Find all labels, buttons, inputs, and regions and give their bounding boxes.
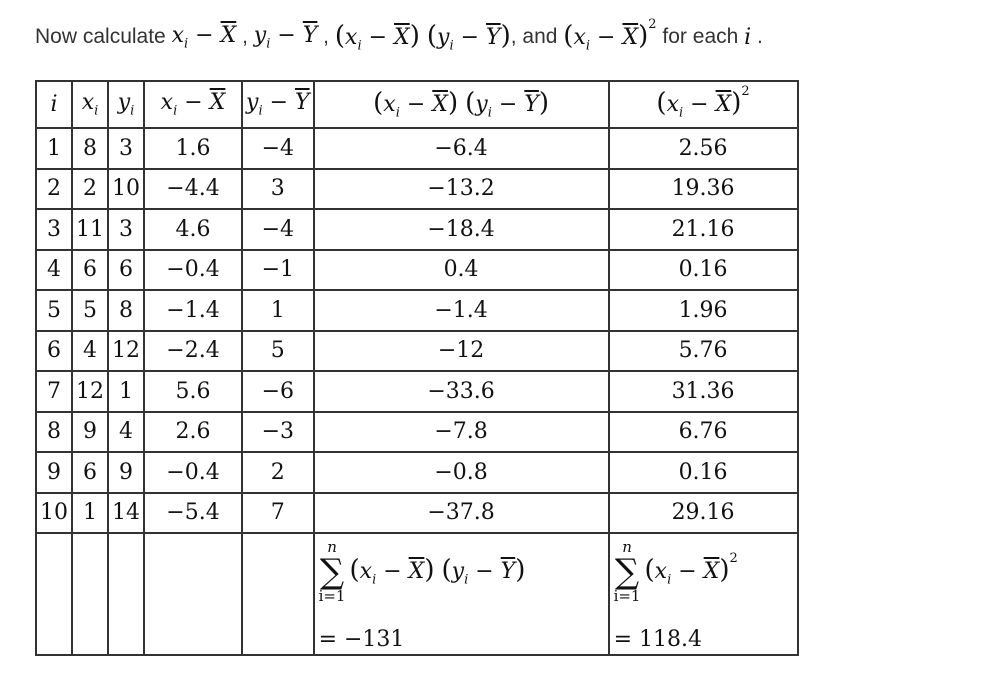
- cell-dx: 1.6: [144, 128, 242, 169]
- cell-y: 4: [108, 412, 144, 453]
- cell-y: 1: [108, 371, 144, 412]
- cell-i: 7: [36, 371, 72, 412]
- cell-i: 9: [36, 452, 72, 493]
- formula-square: $(x_i - \overline{X})^2$: [563, 16, 657, 54]
- header-product: $(x_i - \overline{X}) (y_i - \overline{Y})$: [314, 81, 609, 128]
- table-row: [36, 290, 798, 331]
- cell-dx: −2.4: [144, 331, 242, 372]
- cell-i: 8: [36, 412, 72, 453]
- header-dy: $y_i - \overline{Y}$: [242, 81, 314, 128]
- cell-dx: 5.6: [144, 371, 242, 412]
- table-header-row: [36, 81, 798, 128]
- header-y: $y_i$: [108, 81, 144, 128]
- cell-product: 0.4: [314, 250, 609, 291]
- cell-y: 3: [108, 209, 144, 250]
- cell-square: 6.76: [609, 412, 798, 453]
- cell-x: 1: [72, 493, 108, 534]
- cell-y: 14: [108, 493, 144, 534]
- cell-x: 8: [72, 128, 108, 169]
- formula-dy: $y_i - \overline{Y}$: [253, 22, 318, 52]
- cell-y: 6: [108, 250, 144, 291]
- cell-dx: 2.6: [144, 412, 242, 453]
- cell-dx: −5.4: [144, 493, 242, 534]
- table-row: [36, 331, 798, 372]
- cell-square: 19.36: [609, 169, 798, 210]
- table-row: [36, 493, 798, 534]
- table-row: [36, 128, 798, 169]
- sum-row: [36, 533, 798, 655]
- empty-cell: [72, 533, 108, 655]
- sum-square-result: = 118.4: [613, 627, 702, 652]
- cell-square: 21.16: [609, 209, 798, 250]
- cell-dx: −0.4: [144, 250, 242, 291]
- cell-i: 2: [36, 169, 72, 210]
- cell-square: 5.76: [609, 331, 798, 372]
- cell-x: 6: [72, 250, 108, 291]
- cell-i: 3: [36, 209, 72, 250]
- cell-dy: 2: [242, 452, 314, 493]
- cell-i: 5: [36, 290, 72, 331]
- cell-dy: −6: [242, 371, 314, 412]
- empty-cell: [144, 533, 242, 655]
- cell-product: −33.6: [314, 371, 609, 412]
- cell-square: 0.16: [609, 250, 798, 291]
- cell-square: 1.96: [609, 290, 798, 331]
- cell-dy: 5: [242, 331, 314, 372]
- cell-dx: −0.4: [144, 452, 242, 493]
- sum-square-cell: n ∑ i=1 $(x_i - \overline{X})^2$ = 118.4: [609, 533, 798, 655]
- cell-i: 10: [36, 493, 72, 534]
- header-square: $(x_i - \overline{X})^2$: [609, 81, 798, 128]
- intro-lead-text: Now calculate: [35, 25, 166, 48]
- intro-i-symbol: i: [744, 24, 752, 50]
- intro-and-text: , and: [510, 25, 558, 48]
- intro-tail-text: for each: [662, 25, 739, 48]
- cell-dy: −1: [242, 250, 314, 291]
- cell-i: 1: [36, 128, 72, 169]
- empty-cell: [36, 533, 72, 655]
- cell-y: 10: [108, 169, 144, 210]
- cell-x: 6: [72, 452, 108, 493]
- table-row: [36, 412, 798, 453]
- cell-y: 9: [108, 452, 144, 493]
- cell-product: −13.2: [314, 169, 609, 210]
- empty-cell: [108, 533, 144, 655]
- table-row: [36, 169, 798, 210]
- header-x: $x_i$: [72, 81, 108, 128]
- header-dx: $x_i - \overline{X}$: [144, 81, 242, 128]
- cell-x: 5: [72, 290, 108, 331]
- cell-dy: 3: [242, 169, 314, 210]
- sum-product-result: = −131: [318, 627, 405, 652]
- table-row: [36, 250, 798, 291]
- cell-product: −18.4: [314, 209, 609, 250]
- cell-product: −0.8: [314, 452, 609, 493]
- table-row: [36, 452, 798, 493]
- cell-i: 6: [36, 331, 72, 372]
- cell-x: 2: [72, 169, 108, 210]
- table-row: [36, 209, 798, 250]
- sum-product-cell: n ∑ i=1 $(x_i - \overline{X}) (y_i - \overline{Y})$ = −131: [314, 533, 609, 655]
- cell-y: 8: [108, 290, 144, 331]
- cell-product: −7.8: [314, 412, 609, 453]
- cell-dy: 1: [242, 290, 314, 331]
- cell-y: 3: [108, 128, 144, 169]
- intro-end-text: .: [757, 25, 763, 48]
- cell-dy: −3: [242, 412, 314, 453]
- cell-product: −12: [314, 331, 609, 372]
- cell-i: 4: [36, 250, 72, 291]
- cell-dx: −1.4: [144, 290, 242, 331]
- intro-sentence: Now calculate $x_i - \overline{X}$ , $y_i - \overline{Y}$ , $(x_i - \overline{X}) (y_i - \overline{Y})$ , and $(x_i - \overline{X})^2$ for each i .: [35, 16, 763, 54]
- computation-table: [35, 80, 799, 656]
- formula-dx: $x_i - \overline{X}$: [171, 22, 237, 52]
- cell-dx: 4.6: [144, 209, 242, 250]
- cell-x: 4: [72, 331, 108, 372]
- cell-dy: 7: [242, 493, 314, 534]
- cell-square: 29.16: [609, 493, 798, 534]
- cell-product: −37.8: [314, 493, 609, 534]
- cell-square: 2.56: [609, 128, 798, 169]
- cell-square: 0.16: [609, 452, 798, 493]
- header-i: i: [36, 81, 72, 128]
- formula-product: $(x_i - \overline{X}) (y_i - \overline{Y})$: [334, 20, 511, 54]
- sigma-symbol: n ∑ i=1: [318, 537, 346, 605]
- cell-x: 11: [72, 209, 108, 250]
- cell-y: 12: [108, 331, 144, 372]
- cell-x: 9: [72, 412, 108, 453]
- cell-x: 12: [72, 371, 108, 412]
- cell-product: −1.4: [314, 290, 609, 331]
- cell-product: −6.4: [314, 128, 609, 169]
- cell-dy: −4: [242, 128, 314, 169]
- cell-dx: −4.4: [144, 169, 242, 210]
- cell-square: 31.36: [609, 371, 798, 412]
- sigma-symbol: n ∑ i=1: [613, 537, 641, 605]
- table-row: [36, 371, 798, 412]
- empty-cell: [242, 533, 314, 655]
- cell-dy: −4: [242, 209, 314, 250]
